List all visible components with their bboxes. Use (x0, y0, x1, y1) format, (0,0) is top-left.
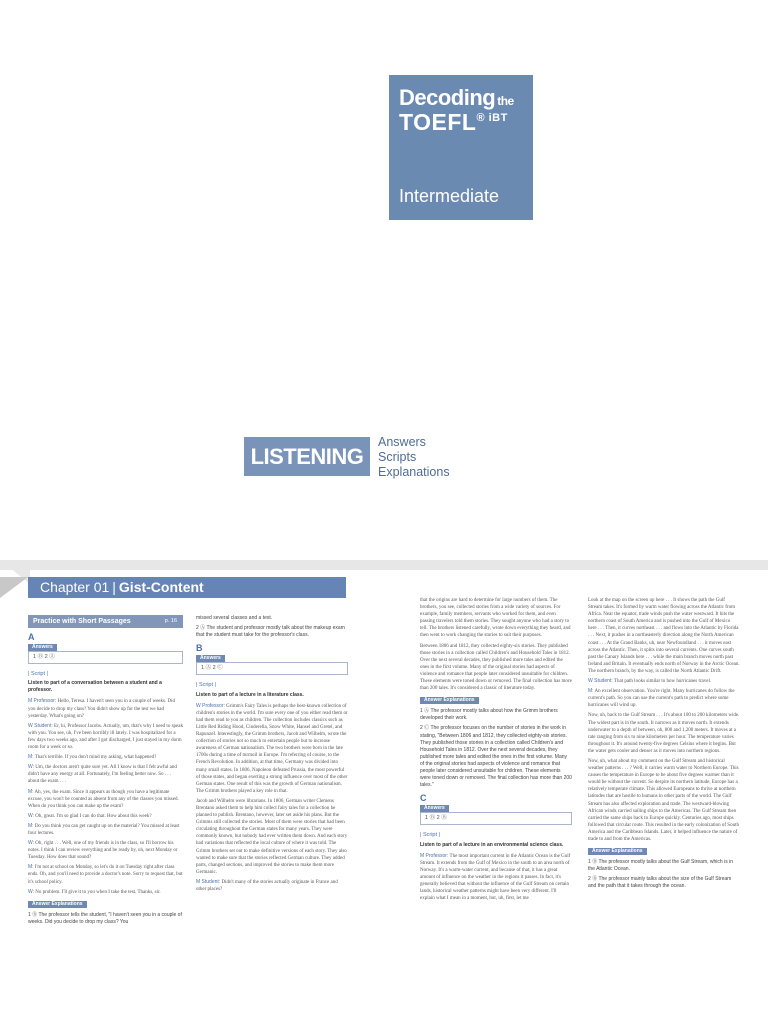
answers-box: 1 Ⓑ 2 Ⓐ (28, 651, 183, 664)
dialogue-line: W: Oh, great. I'm so glad I can do that. How about this week? (28, 812, 152, 819)
subtitle-answers: Answers (378, 435, 426, 449)
answers-label: Answers (420, 805, 449, 812)
dialogue-line: W Student: Er, hi, Professor Jacobs. Actually, um, that's why I need to speak with you. You see, uh, I've been horribly ill lately. I was hospitalized for a few days two weeks ago, and after I got discharged, I just stayed in my dorm room for a week or so. (28, 722, 183, 751)
chapter-topic: Gist-Content (118, 579, 204, 595)
script-label: | Script | (420, 832, 440, 839)
explanations-label: Answer Explanations (588, 848, 647, 855)
section-letter-c: C (420, 793, 427, 804)
section-title-listening: LISTENING (244, 437, 370, 476)
practice-heading: Practice with Short Passages p. 16 (28, 615, 183, 628)
section-subtitle (378, 435, 450, 480)
professor-reply: M: An excellent observation. You're right. Many hurricanes do follow the current's path. So you can use the current's path to predict where some hurricanes will wind up. (588, 688, 735, 709)
dialogue-line: W: No problem. I'll give it to you when I take the test. Thanks, sir. (28, 888, 161, 895)
page-top-strip (0, 560, 768, 570)
chapter-header: Chapter 01 | Gist-Content (28, 577, 346, 598)
chapter-number: Chapter 01 (40, 579, 110, 595)
script-intro: Listen to part of a lecture in a literature class. (196, 691, 304, 698)
chapter-bar-accent (0, 577, 28, 598)
explanation-2: 2 Ⓑ The professor mainly talks about the size of the Gulf Stream and the path that it takes through the ocean. (588, 876, 732, 890)
student-question: M Student: Didn't many of the stories actually originate in France and other places? (196, 878, 338, 892)
script-intro: Listen to part of a conversation between a student and a professor. (28, 680, 162, 694)
lecture-paragraph: Look at the map on the screen up here . . . It shows the path the Gulf Stream takes. It's formed by warm water flowing across the Atlantic from Africa. Near the equator, trade winds push the water westward. It hits the northern coast of South America and is pushed into the Gulf of Mexico here . . . Then, it curves northeast . . . and flows into the Atlantic by Florida . . . Next, it pushes in a northeasterly direction along the North American coast . . . At the Grand Banks, uh, near Newfoundland . . . it moves east across the Atlantic. Then, it splits into several currents. One curves south past the Canary Islands here . . . while the main branch moves north past Ireland and Britain. It eventually ends north of Norway in the Arctic Ocean. The northern branch, by the way, is called the North Atlantic Drift. (588, 598, 740, 674)
lecture-paragraph: Now, uh, back to the Gulf Stream . . . It's about 100 to 200 kilometers wide. The widest part is in the south. It narrows as it moves north. It extends underwater to a depth of between, oh, 800 and 1,200 meters. It moves at a rate ranging from six to nine kilometers per hour. The temperature varies throughout it. It's around twenty-five degrees Celsius where it begins. But the water gets cooler and denser as it moves into northern regions. (588, 713, 740, 754)
explanation-2: 2 Ⓐ The student and professor mostly talk about the makeup exam that the student must take for the professor's class. (196, 625, 345, 639)
answers-box: 1 Ⓐ 2 Ⓒ (196, 662, 348, 675)
logo-line-decoding: Decoding the (399, 85, 514, 110)
script-label: | Script | (28, 671, 48, 678)
script-intro: Listen to part of a lecture in an environmental science class. (420, 841, 564, 848)
dialogue-line: W: Oh, right . . . Well, one of my friends is in the class, so I'll borrow his notes. I think I can review everything and be ready by, uh, next Monday or Tuesday. How does that sound? (28, 840, 178, 861)
subtitle-explanations: Explanations (378, 465, 450, 479)
dialogue-line: M Professor: Hello, Teresa. I haven't seen you in a couple of weeks. Did you decide to drop my class? You didn't show up for the test we had yesterday. What's going on? (28, 698, 175, 719)
answers-label: Answers (28, 644, 57, 651)
section-letter-b: B (196, 643, 203, 654)
column-3 (420, 597, 572, 905)
explanation-1: 1 Ⓐ The professor mostly talks about how the Grimm brothers developed their work. (420, 708, 558, 722)
dialogue-line: M: That's terrible. If you don't mind my asking, what happened? (28, 754, 157, 761)
dialogue-line: M: Do you think you can get caught up on the material? You missed at least four lectures. (28, 822, 180, 836)
explanation-2: 2 Ⓒ The professor focuses on the number of stories in the work in stating, "Between 1806 and 1812, they collected eighty-six stories. They published those stories in a collection called Children's and Household Tales in 1812. Over the next several decades, they published more tales and edited the ones in the first volume. Many of the original stories had aspects of violence and romance that people later considered unsuitable for children. These elements were toned down or removed. The final collection has more than 200 tales." (420, 725, 572, 789)
explanations-label: Answer Explanations (420, 697, 479, 704)
lecture-paragraph: M Professor: The most important current in the Atlantic Ocean is the Gulf Stream. It extends from the Gulf of Mexico in the south to an area north of Norway. It's a warm-water current, and because of that, it has a great amount of influence on the weather in the regions it passes. In fact, it's generally believed that without the influence of the Gulf Stream on certain lands, historical weather patterns might have been very different. I'll explain what I mean in a moment, but, uh, first, let me (420, 852, 571, 902)
column-1 (28, 615, 183, 929)
lecture-paragraph: Now, uh, what about my comment on the Gulf Stream and historical weather patterns . . . ? Well, it carries warm water to Northern Europe. This causes the temperature in Europe to be about five degrees warmer than it would be without the current. So despite its northern latitude, Europe has a relatively temperate climate. This allowed Europeans to thrive at northern latitudes that are hostile to humans in other parts of the world. The Gulf Stream has also affected exploration and trade. The westward-blowing African winds carried sailing ships to the Americas. The Gulf Stream then carried the same ships back to Europe quickly. Centuries ago, most ships followed that circular route. This resulted in the early colonization of South America and the Caribbean Islands. Later, it helped influence the nature of trade to and from the Americas. (588, 758, 739, 842)
lecture-paragraph: Between 1806 and 1812, they collected eighty-six stories. They published those stories in a collection called Children's and Household Tales in 1812. Over the next several decades, they published more tales and edited the ones in the first volume. Many of the original stories had aspects of violence and romance that people later considered unsuitable for children. These elements were toned down or removed. The final collection has more than 200 tales. It's considered a classic of literature today. (420, 643, 572, 692)
lecture-paragraph: that the origins are hard to determine for large numbers of them. The brothers, you see, collected stories from a wide variety of sources. For example, family members, servants who worked for them, and even passing travelers told them stories. They sought anyone who had a story to tell. The brothers listened carefully, wrote down everything they heard, and then went to work changing the stories to suit their purposes. (420, 598, 571, 639)
dialogue-line: M: I'm not at school on Monday, so let's do it on Tuesday right after class ends. Oh, and you'll need to provide a doctor's note. Sorry to request that, but it's school policy. (28, 864, 183, 885)
dialogue-line: M: Ah, yes, the exam. Since it appears as though you have a legitimate excuse, you won't be counted as absent from any of the classes you missed. When do you think you can make up the exam? (28, 788, 179, 809)
subtitle-scripts: Scripts (378, 450, 417, 464)
book-logo (389, 75, 533, 220)
answers-label: Answers (196, 655, 225, 662)
explanations-label: Answer Explanations (28, 901, 87, 908)
student-comment: W Student: That path looks similar to how hurricanes travel. (588, 678, 712, 685)
column-4 (588, 597, 740, 893)
explanation-1: 1 Ⓑ The professor mostly talks about the Gulf Stream, which is in the Atlantic Ocean. (588, 859, 733, 873)
logo-line-level: Intermediate (399, 186, 500, 206)
script-label: | Script | (196, 682, 216, 689)
column-2 (196, 615, 348, 896)
logo-line-toefl: $TOEFL^{® iBT}$ (399, 109, 508, 135)
dialogue-line: W: Um, the doctors aren't quite sure yet. All I know is that I felt awful and didn't have any energy at all. Fortunately, I'm feeling better now. So . . . about the exam . . . (28, 764, 177, 785)
page-spread (0, 560, 768, 1024)
lecture-paragraph: Jacob and Wilhelm were librarians. In 1806, German writer Clemens Brentano asked them to help him collect fairy tales for a collection he planned to publish. Brentano, however, later set aside his plans. But the Grimms still collected the stories. Most of them were stories that had been circulating throughout the German states for many years. They were commonly known, but nobody had ever written them down. And each story had variations that reflected the local culture of where it was told. The Grimm brothers set out to make definitive versions of each story. They also wanted to make sure that the stories reflected German culture. They added parts, changed sections, and improved the stories to make them more Germanic. (196, 798, 348, 875)
explanation-cont: missed several classes and a test. (196, 615, 273, 621)
answers-box: 1 Ⓑ 2 Ⓑ (420, 812, 572, 825)
dialogue (28, 698, 183, 895)
lecture-paragraph: W Professor: Grimm's Fairy Tales is perhaps the best-known collection of children's stories in the world. I'm sure every one of you either read them or had them read to you as children. The collection includes classics such as Little Red Riding Hood, Cinderella, Snow White, Hansel and Gretel, and Rapunzel. Interestingly, the Grimm brothers, Jacob and Wilhelm, wrote the collection of stories not so much to entertain people but to increase awareness of German nationalism. The two brothers were born in the late 1700s during a time of turmoil in Europe. I'm referring of course, to the French Revolution. In addition, at that time, Germany was divided into many small states. In 1806, Napoleon defeated Prussia, the most powerful of those states, and began exerting a strong influence over most of the other German states. One result of this was the growth of German nationalism. The Grimm brothers played a key role in that. (196, 702, 348, 794)
explanation-1: 1 Ⓑ The professor tells the student, "I haven't seen you in a couple of weeks. Did you decide to drop my class? You (28, 911, 182, 925)
section-letter-a: A (28, 632, 35, 642)
